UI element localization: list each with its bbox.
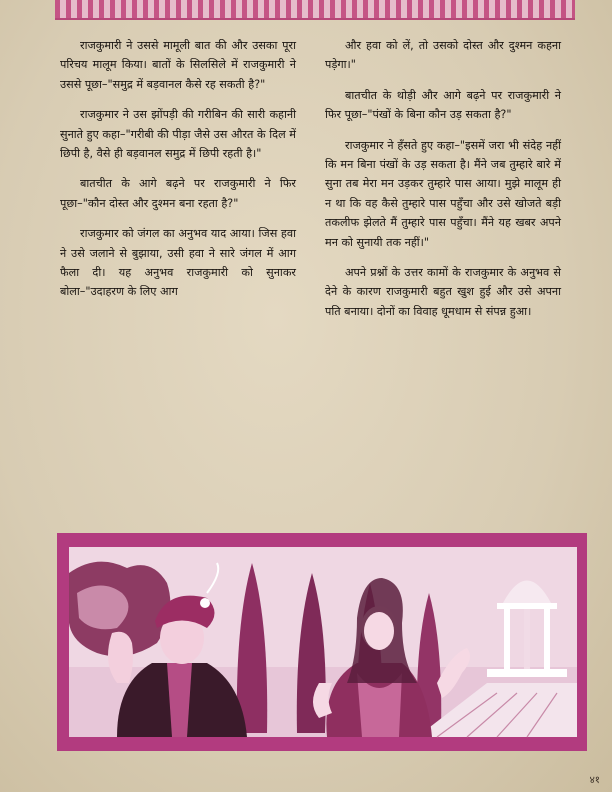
paragraph: बातचीत के थोड़ी और आगे बढ़ने पर राजकुमारी ने फिर पूछा–"पंखों के बिना कौन उड़ सकता है?" <box>325 88 561 122</box>
paragraph: अपने प्रश्नों के उत्तर कामों के राजकुमार के अनुभव से देने के कारण राजकुमारी बहुत खुश हुई और उसे अपना पति बनाया। दोनों का विवाह धूमधाम से संपन्न हुआ। <box>325 266 561 318</box>
paragraph: और हवा को लें, तो उसको दोस्त और दुश्मन कहना पड़ेगा।" <box>325 39 561 72</box>
decorative-top-border <box>55 0 575 20</box>
illustration-prince-princess <box>57 533 587 751</box>
illustration-art <box>57 533 587 751</box>
paragraph: राजकुमारी ने उससे मामूली बात की और उसका पूरा परिचय मालूम किया। बातों के सिलसिले में राजकुमारी ने उससे पूछा–"समुद्र में बड़वानल कैसे रह सकती है?" <box>60 39 296 91</box>
text-column-right <box>325 36 561 332</box>
paragraph: राजकुमार को जंगल का अनुभव याद आया। जिस हवा ने उसे जलाने से बुझाया, उसी हवा ने सारे जंगल में आग फैला दी। यह अनुभव राजकुमारी को सुनाकर बोला–"उदाहरण के लिए आग <box>60 227 296 299</box>
page-number: ४१ <box>589 775 600 786</box>
paragraph: राजकुमार ने हँसते हुए कहा–"इसमें जरा भी संदेह नहीं कि मन बिना पंखों के उड़ सकता है। मैंने जब तुम्हारे बारे में सुना तब मेरा मन उड़कर तुम्हारे पास आया। मुझे मालूम ही न था कि वह कैसे तुम्हारे पास पहुँचा और उसे खोजते बड़ी तकलीफ झेलते मैं तुम्हारे पास पहुँचा। मैंने यह खबर अपने मन को सुनायी तक नहीं।" <box>325 138 561 249</box>
text-column-left <box>60 36 296 313</box>
paragraph: राजकुमार ने उस झोंपड़ी की गरीबिन की सारी कहानी सुनाते हुए कहा–"गरीबी की पीड़ा जैसे उस औरत के दिल में छिपी है, वैसे ही बड़वानल समुद्र में छिपी रहती है।" <box>60 108 296 161</box>
paragraph: बातचीत के आगे बढ़ने पर राजकुमारी ने फिर पूछा–"कौन दोस्त और दुश्मन बना रहता है?" <box>60 177 296 210</box>
